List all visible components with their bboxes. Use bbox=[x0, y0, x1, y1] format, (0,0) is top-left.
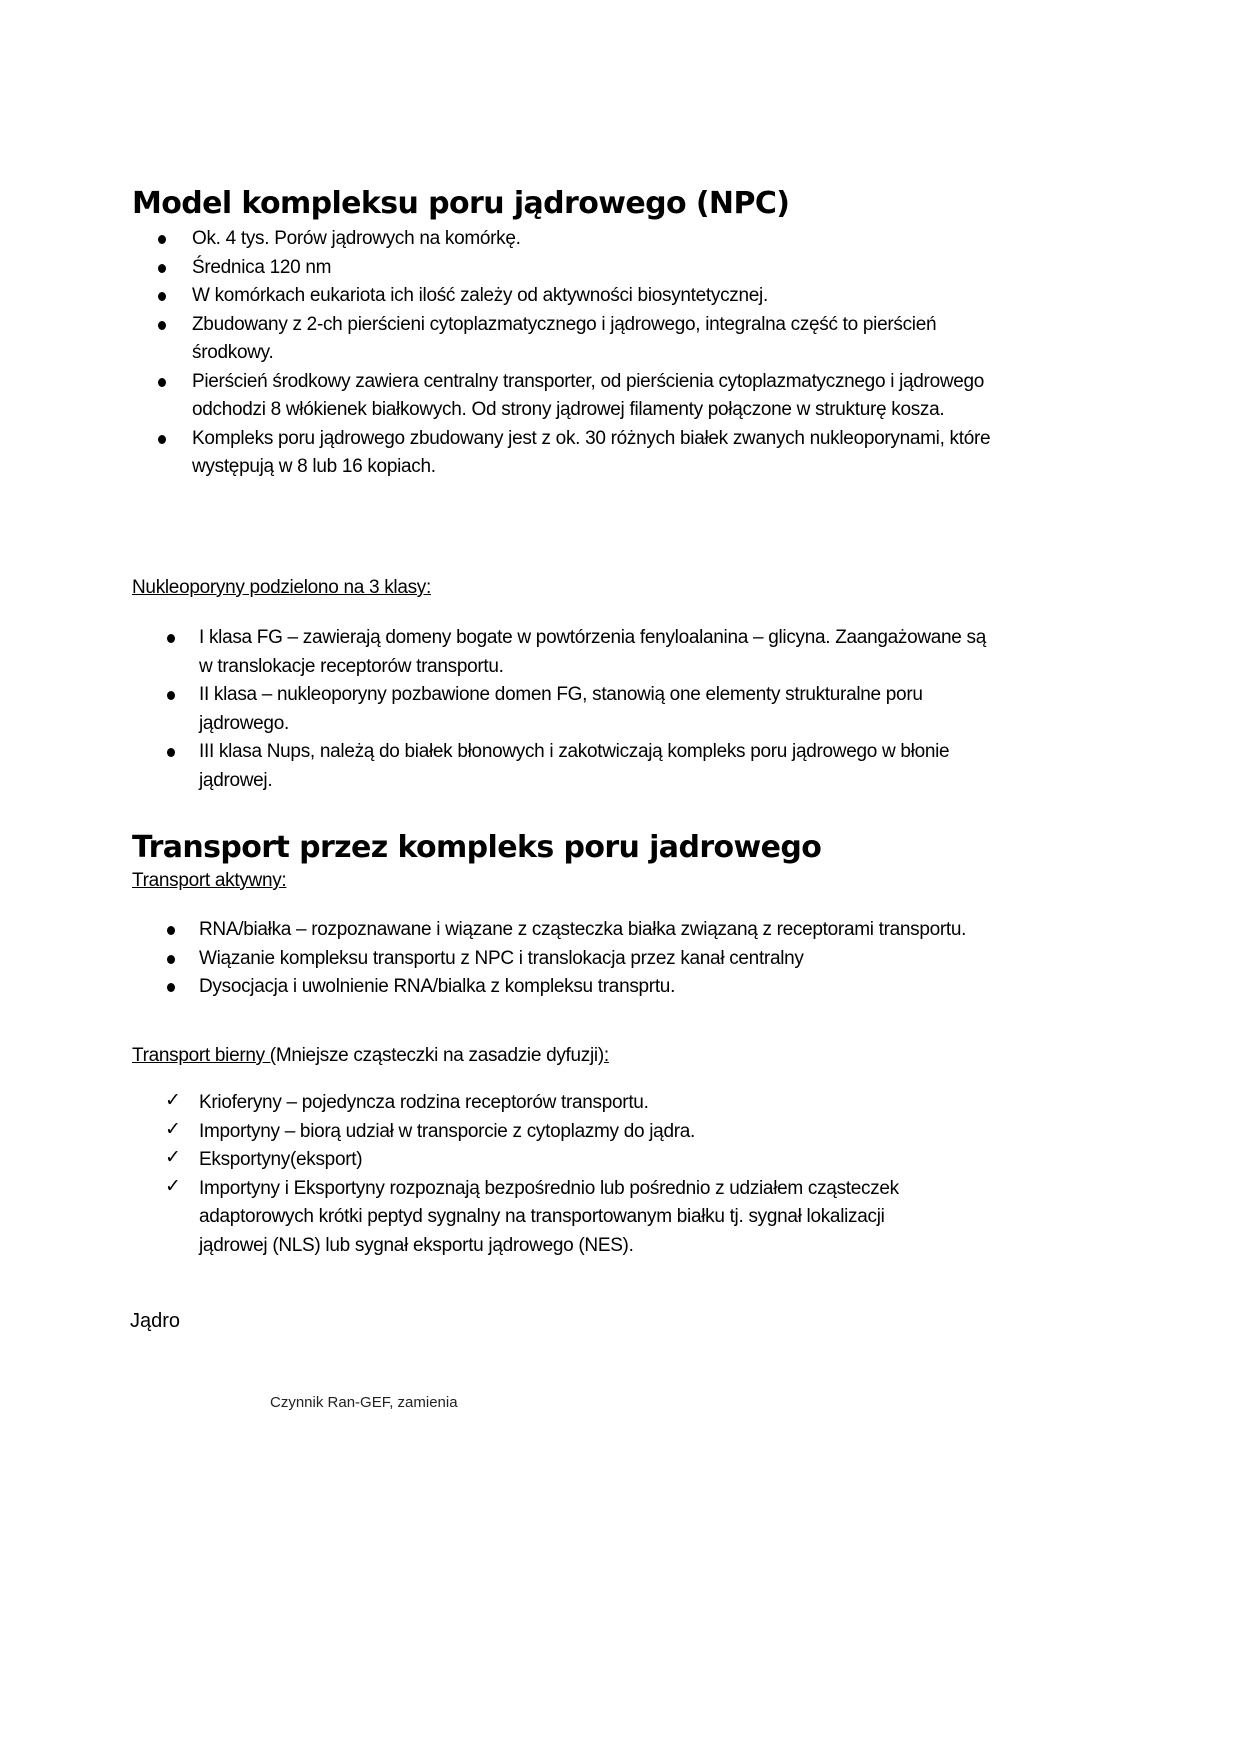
list-item: W komórkach eukariota ich ilość zależy od aktywności biosyntetycznej. bbox=[192, 282, 992, 311]
bullet-icon bbox=[158, 292, 166, 301]
ran-gef-label: Czynnik Ran-GEF, zamienia bbox=[270, 1394, 458, 1411]
list-item: RNA/białka – rozpoznawane i wiązane z cząsteczka białka związaną z receptorami transportu. bbox=[199, 916, 1019, 945]
passive-transport-heading bbox=[132, 1042, 609, 1070]
passive-heading-underlined: Transport bierny ( bbox=[132, 1045, 276, 1066]
bullet-icon bbox=[158, 321, 166, 330]
active-transport-list bbox=[199, 916, 1019, 1002]
bullet-icon bbox=[167, 748, 175, 757]
list-item: ✓ Importyny – biorą udział w transporcie z cytoplazmy do jądra. bbox=[199, 1118, 929, 1147]
list-item: II klasa – nukleoporyny pozbawione domen FG, stanowią one elementy strukturalne poru jądrowego. bbox=[199, 681, 999, 738]
passive-heading-plain: Mniejsze cząsteczki na zasadzie dyfuzji) bbox=[275, 1045, 604, 1066]
list-item: I klasa FG – zawierają domeny bogate w powtórzenia fenyloalanina – glicyna. Zaangażowane są w translokacje receptorów transportu. bbox=[199, 624, 999, 681]
checkmark-icon: ✓ bbox=[165, 1146, 181, 1168]
bullet-icon bbox=[167, 983, 175, 992]
list-item: Wiązanie kompleksu transportu z NPC i translokacja przez kanał centralny bbox=[199, 945, 1019, 974]
bullet-icon bbox=[167, 634, 175, 643]
list-item: Ok. 4 tys. Porów jądrowych na komórkę. bbox=[192, 225, 992, 254]
bullet-icon bbox=[167, 691, 175, 700]
checkmark-icon: ✓ bbox=[165, 1117, 181, 1140]
passive-transport-list bbox=[165, 1089, 929, 1260]
nucleoporins-heading: Nukleoporyny podzielono na 3 klasy: bbox=[132, 577, 431, 598]
bullet-icon bbox=[167, 926, 175, 935]
section-title-npc-model: Model kompleksu poru jądrowego (NPC) bbox=[132, 186, 790, 221]
bullet-icon bbox=[158, 235, 166, 244]
list-item: Pierścień środkowy zawiera centralny transporter, od pierścienia cytoplazmatycznego i jądrowego odchodzi 8 włókienek białkowych. Od strony jądrowej filamenty połączone w strukturę kosza. bbox=[192, 368, 992, 425]
list-item: ✓ Importyny i Eksportyny rozpoznają bezpośrednio lub pośrednio z udziałem cząsteczek adaptorowych krótki peptyd sygnalny na transportowanym białku tj. sygnał lokalizacji jądrowej (NLS) lub sygnał eksportu jądrowego (NES). bbox=[199, 1175, 929, 1261]
list-item: ✓ Eksportyny(eksport) bbox=[199, 1146, 929, 1175]
passive-heading-colon: : bbox=[603, 1045, 609, 1066]
list-item: Kompleks poru jądrowego zbudowany jest z ok. 30 różnych białek zwanych nukleoporynami, które występują w 8 lub 16 kopiach. bbox=[192, 425, 992, 482]
checkmark-icon: ✓ bbox=[165, 1089, 181, 1111]
list-item: Zbudowany z 2-ch pierścieni cytoplazmatycznego i jądrowego, integralna część to pierścień środkowy. bbox=[192, 311, 992, 368]
bullet-icon bbox=[167, 955, 175, 964]
list-item: III klasa Nups, należą do białek błonowych i zakotwiczają kompleks poru jądrowego w błonie jądrowej. bbox=[199, 738, 999, 795]
bullet-icon bbox=[158, 264, 166, 273]
section-title-transport: Transport przez kompleks poru jadrowego bbox=[132, 830, 822, 865]
active-transport-heading: Transport aktywny: bbox=[132, 870, 287, 891]
npc-bullet-list bbox=[192, 225, 992, 482]
list-item: Średnica 120 nm bbox=[192, 254, 992, 283]
nucleoporin-classes-list bbox=[199, 624, 999, 795]
list-item: ✓ Krioferyny – pojedyncza rodzina receptorów transportu. bbox=[199, 1089, 929, 1118]
bullet-icon bbox=[158, 378, 166, 387]
list-item: Dysocjacja i uwolnienie RNA/bialka z kompleksu transprtu. bbox=[199, 973, 1019, 1002]
bullet-icon bbox=[158, 435, 166, 444]
nucleus-label: Jądro bbox=[130, 1310, 181, 1332]
checkmark-icon: ✓ bbox=[165, 1174, 181, 1197]
